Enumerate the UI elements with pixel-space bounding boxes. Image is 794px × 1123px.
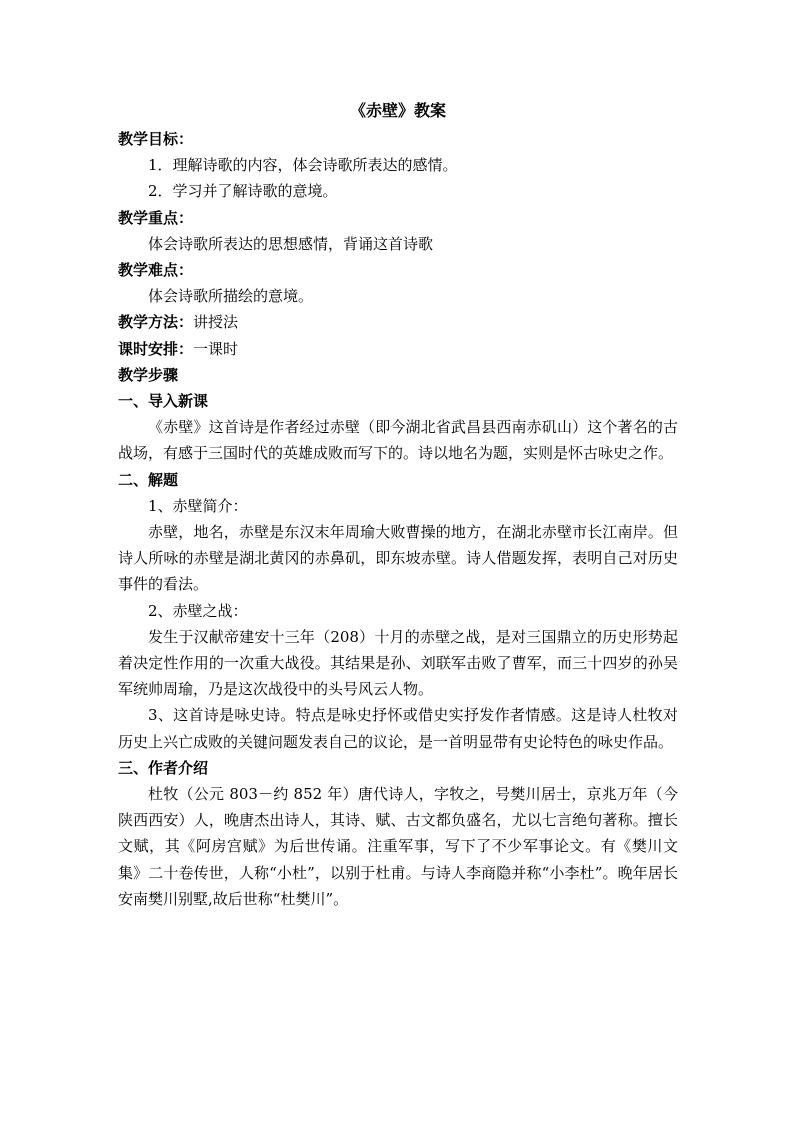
class-hours-line [118, 336, 678, 362]
document-title: 《赤壁》教案 [349, 101, 446, 120]
subheading-chibi-battle: 2、赤壁之战： [148, 601, 248, 620]
teaching-steps-heading: 教学步骤 [118, 365, 179, 384]
intro-paragraph: 《赤壁》这首诗是作者经过赤壁（即今湖北省武昌县西南赤矶山）这个著名的古战场，有感于三国时代的英雄成败而写下的。诗以地名为题，实则是怀古咏史之作。 [118, 418, 678, 463]
chibi-intro-paragraph: 赤壁，地名，赤壁是东汉末年周瑜大败曹操的地方，在湖北赤壁市长江南岸。但诗人所咏的赤壁是湖北黄冈的赤鼻矶，即东坡赤壁。诗人借题发挥，表明自己对历史事件的看法。 [118, 523, 678, 594]
teaching-method-label: 教学方法： [118, 313, 194, 332]
goals-heading: 教学目标： [118, 130, 194, 148]
goal-item-2: 2．学习并了解诗歌的意境。 [148, 182, 338, 201]
section-heading-intro: 一、导入新课 [118, 392, 209, 411]
class-hours-label: 课时安排： [118, 339, 194, 358]
difficulty-text: 体会诗歌所描绘的意境。 [148, 287, 314, 306]
chibi-battle-paragraph: 发生于汉献帝建安十三年（208）十月的赤壁之战，是对三国鼎立的历史形势起着决定性作用的一次重大战役。其结果是孙、刘联军击败了曹军，而三十四岁的孙吴军统帅周瑜，乃是这次战役中的头号风云人物。 [118, 627, 678, 699]
poem-type-paragraph: 3、这首诗是咏史诗。特点是咏史抒怀或借史实抒发作者情感。这是诗人杜牧对历史上兴亡成败的关键问题发表自己的议论，是一首明显带有史论特色的咏史作品。 [118, 706, 678, 751]
key-points-text: 体会诗歌所表达的思想感情，背诵这首诗歌 [148, 234, 434, 253]
author-paragraph: 杜牧（公元 803－约 852 年）唐代诗人，字牧之，号樊川居士，京兆万年（今陕西西安）人，晚唐杰出诗人，其诗、赋、古文都负盛名，尤以七言绝句著称。擅长文赋，其《阿房宫赋》为后世传诵。注重军事，写下了不少军事论文。有《樊川文集》二十卷传世，人称“小杜”，以别于杜甫。与诗人李商隐并称“小李杜”。晚年居长安南樊川别墅,故后世称“杜樊川”。 [118, 785, 678, 908]
section-heading-explanation: 二、解题 [118, 470, 179, 489]
document-page [118, 96, 678, 912]
section-heading-author: 三、作者介绍 [118, 758, 209, 777]
class-hours-value: 一课时 [193, 339, 239, 358]
teaching-method-value: 讲授法 [193, 313, 239, 332]
goal-item-1: 1．理解诗歌的内容，体会诗歌所表达的感情。 [148, 156, 458, 175]
difficulty-heading: 教学难点： [118, 261, 194, 280]
subheading-chibi-intro: 1、赤壁简介： [148, 496, 248, 515]
key-points-heading: 教学重点： [118, 208, 194, 227]
teaching-method-line [118, 309, 678, 335]
